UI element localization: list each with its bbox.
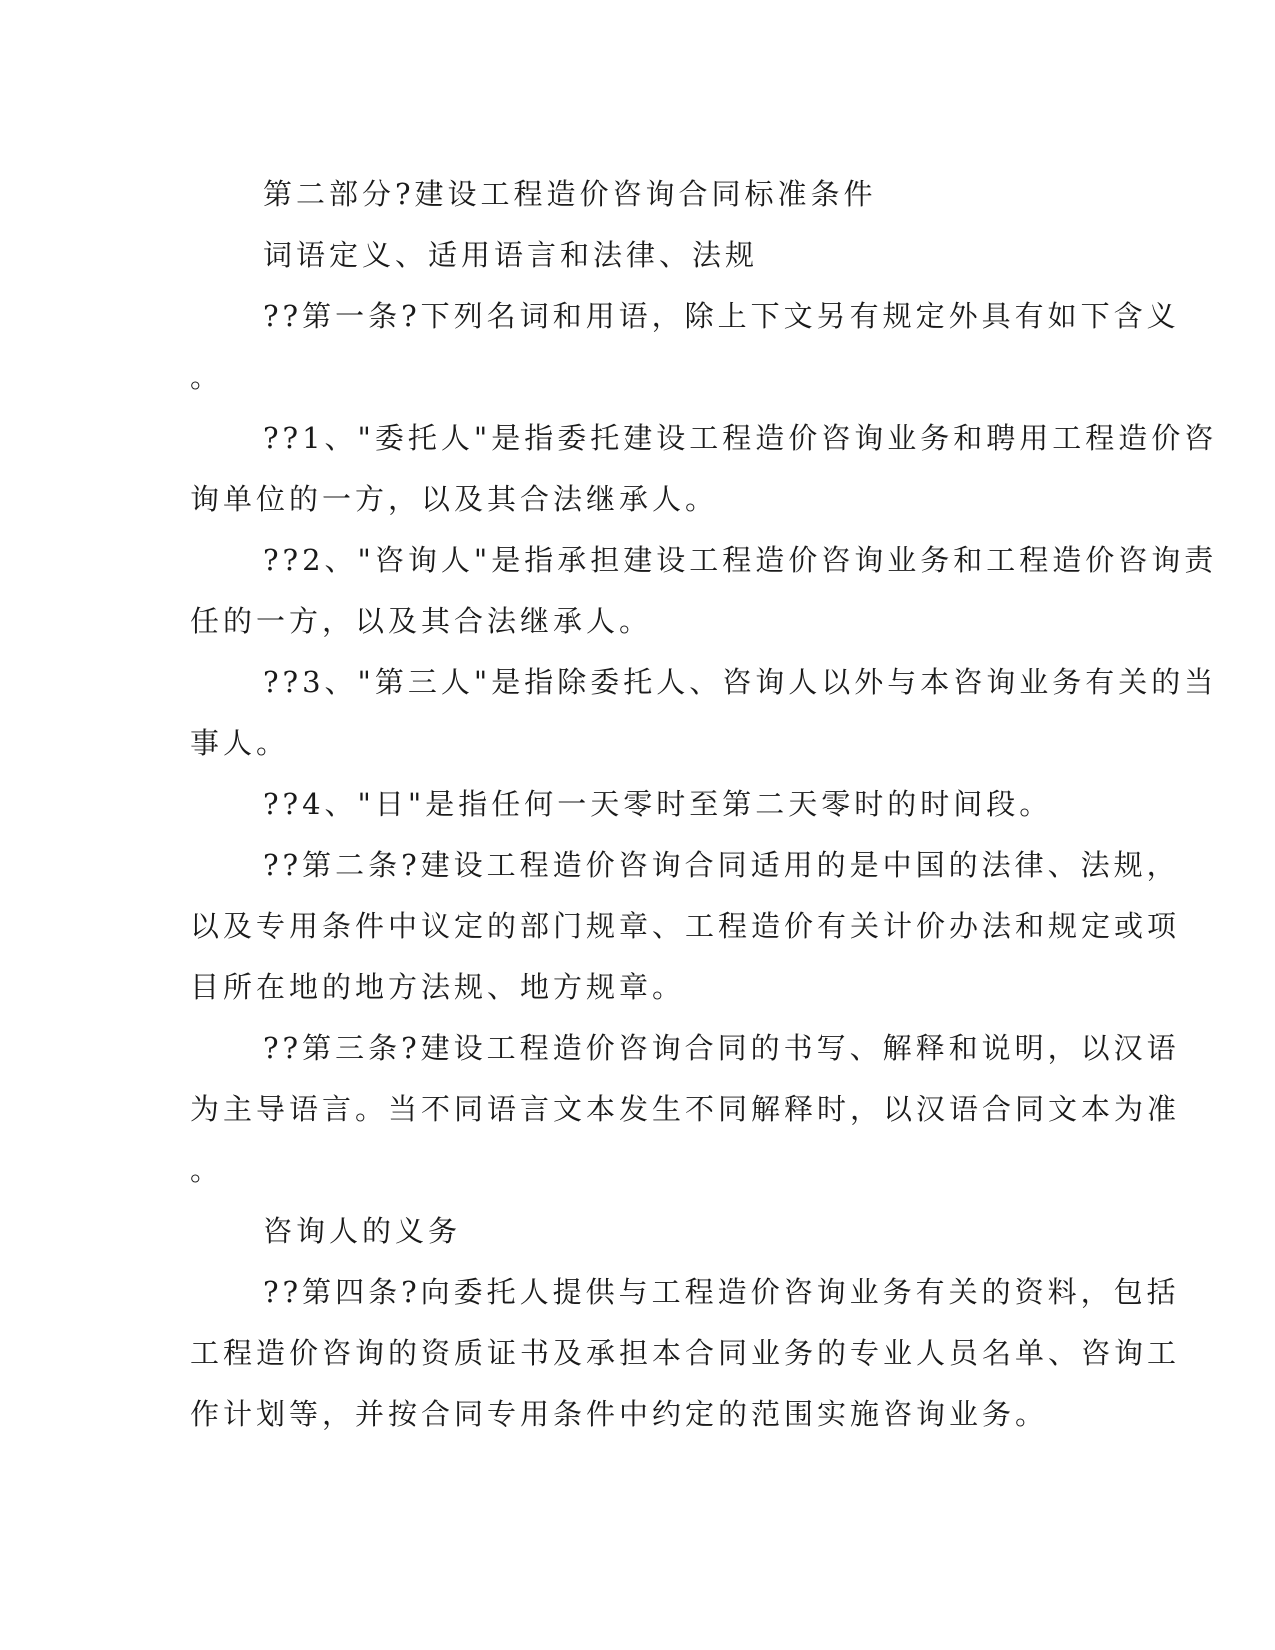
paragraph-line: 为主导语言。当不同语言文本发生不同解释时，以汉语合同文本为准	[190, 1092, 1181, 1126]
paragraph-line: ??1、"委托人"是指委托建设工程造价咨询业务和聘用工程造价咨	[263, 421, 1218, 455]
section-heading-obligations: 咨询人的义务	[263, 1214, 462, 1248]
paragraph-line: 询单位的一方，以及其合法继承人。	[190, 482, 719, 516]
document-body	[190, 164, 1218, 1445]
paragraph-line: 事人。	[190, 726, 290, 760]
section-heading-definitions: 词语定义、适用语言和法律、法规	[263, 238, 759, 272]
paragraph-line: ??2、"咨询人"是指承担建设工程造价咨询业务和工程造价咨询责	[263, 543, 1218, 577]
paragraph-line: 以及专用条件中议定的部门规章、工程造价有关计价办法和规定或项	[190, 909, 1181, 943]
paragraph-line: 任的一方，以及其合法继承人。	[190, 604, 653, 638]
paragraph-line: ??4、"日"是指任何一天零时至第二天零时的时间段。	[263, 787, 1053, 821]
paragraph-line: ??3、"第三人"是指除委托人、咨询人以外与本咨询业务有关的当	[263, 665, 1218, 699]
paragraph-line: ??第三条?建设工程造价咨询合同的书写、解释和说明，以汉语	[263, 1031, 1180, 1065]
paragraph-line: ??第一条?下列名词和用语，除上下文另有规定外具有如下含义	[263, 299, 1180, 333]
paragraph-line: 工程造价咨询的资质证书及承担本合同业务的专业人员名单、咨询工	[190, 1336, 1181, 1370]
paragraph-line: ??第二条?建设工程造价咨询合同适用的是中国的法律、法规，	[263, 848, 1180, 882]
paragraph-line: 目所在地的地方法规、地方规章。	[190, 970, 686, 1004]
section-title: 第二部分?建设工程造价咨询合同标准条件	[263, 177, 877, 211]
paragraph-line: 。	[190, 360, 224, 394]
paragraph-line: ??第四条?向委托人提供与工程造价咨询业务有关的资料，包括	[263, 1275, 1180, 1309]
paragraph-line: 。	[190, 1153, 224, 1187]
paragraph-line: 作计划等，并按合同专用条件中约定的范围实施咨询业务。	[190, 1397, 1049, 1431]
